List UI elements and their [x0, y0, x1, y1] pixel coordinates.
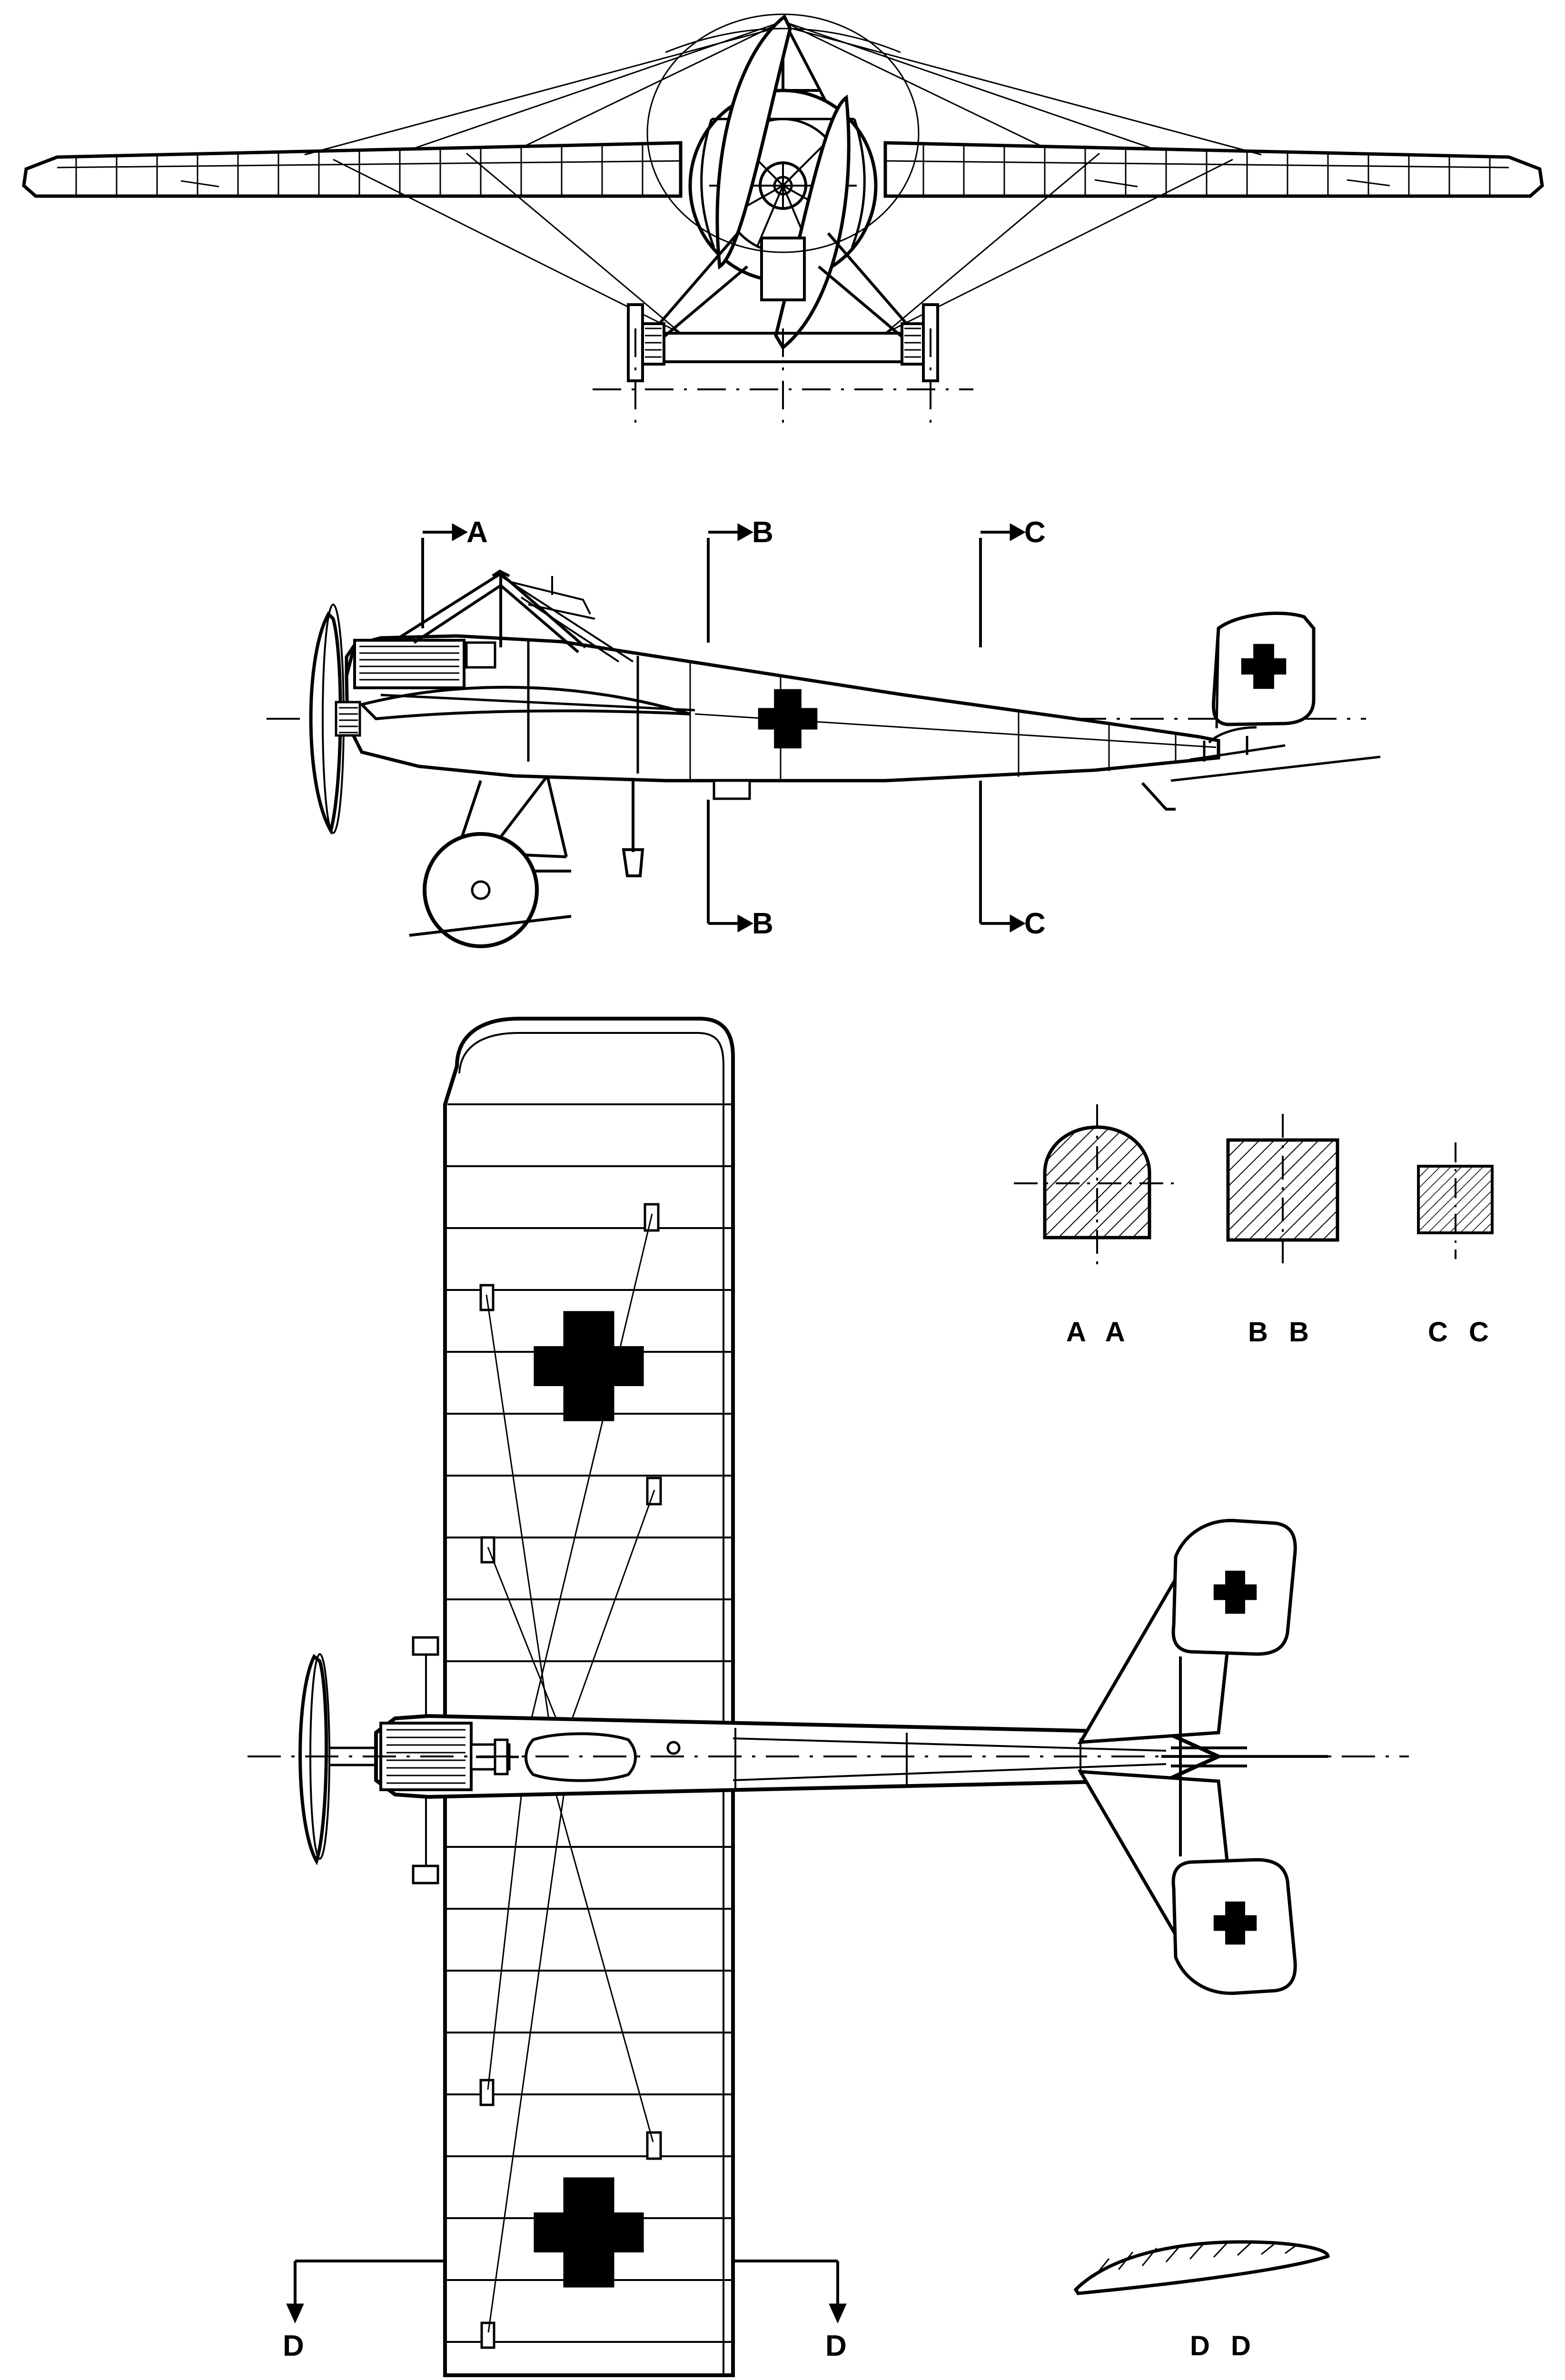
section-label-cc: C C — [1428, 1317, 1496, 1348]
section-marker-b-bottom: B — [752, 907, 774, 940]
section-marker-d-left: D — [283, 2330, 305, 2362]
section-label-bb: B B — [1248, 1317, 1316, 1348]
section-label-aa: A A — [1066, 1317, 1132, 1348]
section-label-dd: D D — [1190, 2330, 1258, 2361]
section-marker-a-top: A — [466, 516, 489, 549]
section-marker-d-right: D — [825, 2330, 848, 2362]
side-view-group — [267, 524, 1380, 946]
section-marker-c-top: C — [1024, 516, 1047, 549]
section-marker-b-top: B — [752, 516, 774, 549]
section-details-group — [1014, 1104, 1492, 2293]
front-view-group — [24, 14, 1542, 428]
section-marker-c-bottom: C — [1024, 907, 1047, 940]
